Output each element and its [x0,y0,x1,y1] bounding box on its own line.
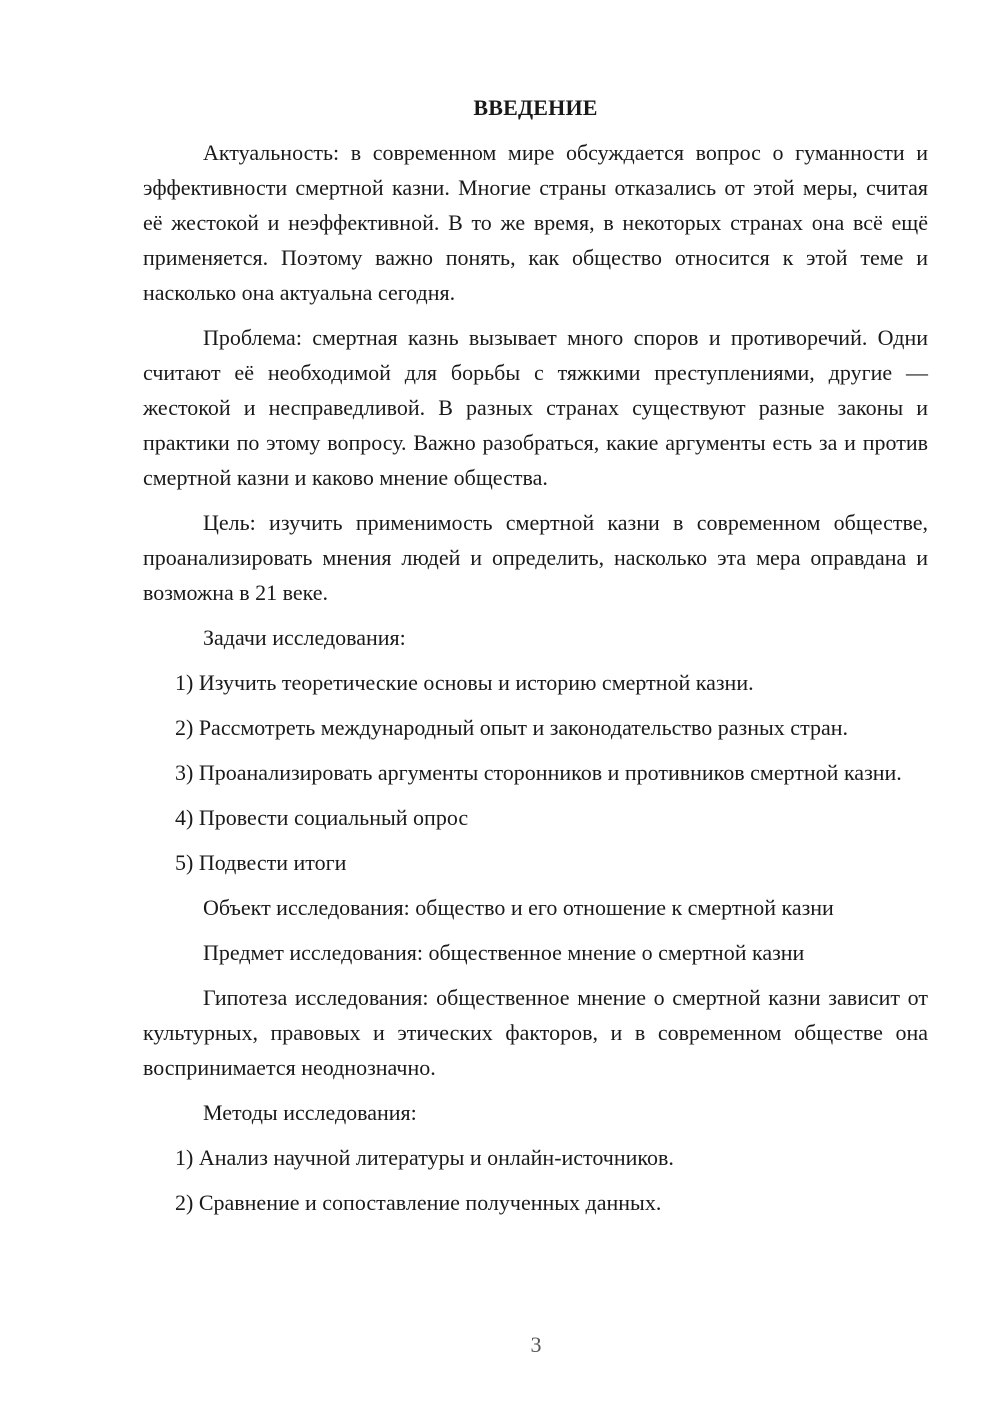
subject-line: Предмет исследования: общественное мнение о смертной казни [203,940,805,965]
task-item-5: 5) Подвести итоги [175,850,347,875]
method-item-2: 2) Сравнение и сопоставление полученных данных. [175,1190,662,1215]
document-page [143,90,928,1230]
section-title: ВВЕДЕНИЕ [473,95,598,120]
methods-heading: Методы исследования: [203,1100,417,1125]
tasks-heading: Задачи исследования: [203,625,406,650]
goal-paragraph: Цель: изучить применимость смертной казни в современном обществе, проанализировать мнения людей и определить, насколько эта мера оправдана и возможна в 21 веке. [143,510,928,605]
method-item-1: 1) Анализ научной литературы и онлайн-источников. [175,1145,674,1170]
relevance-paragraph: Актуальность: в современном мире обсуждается вопрос о гуманности и эффективности смертной казни. Многие страны отказались от этой меры, считая её жестокой и неэффективной. В то же время, в некоторых странах она всё ещё применяется. Поэтому важно понять, как общество относится к этой теме и насколько она актуальна сегодня. [143,140,928,305]
task-item-1: 1) Изучить теоретические основы и историю смертной казни. [175,670,754,695]
problem-paragraph: Проблема: смертная казнь вызывает много споров и противоречий. Одни считают её необходимой для борьбы с тяжкими преступлениями, другие — жестокой и несправедливой. В разных странах существуют разные законы и практики по этому вопросу. Важно разобраться, какие аргументы есть за и против смертной казни и каково мнение общества. [143,325,928,490]
task-item-2: 2) Рассмотреть международный опыт и законодательство разных стран. [175,715,848,740]
object-line: Объект исследования: общество и его отношение к смертной казни [203,895,834,920]
hypothesis-paragraph: Гипотеза исследования: общественное мнение о смертной казни зависит от культурных, правовых и этических факторов, и в современном обществе она воспринимается неоднозначно. [143,985,928,1080]
task-item-3: 3) Проанализировать аргументы сторонников и противников смертной казни. [175,760,902,785]
page-number: 3 [530,1332,542,1357]
task-item-4: 4) Провести социальный опрос [175,805,469,830]
